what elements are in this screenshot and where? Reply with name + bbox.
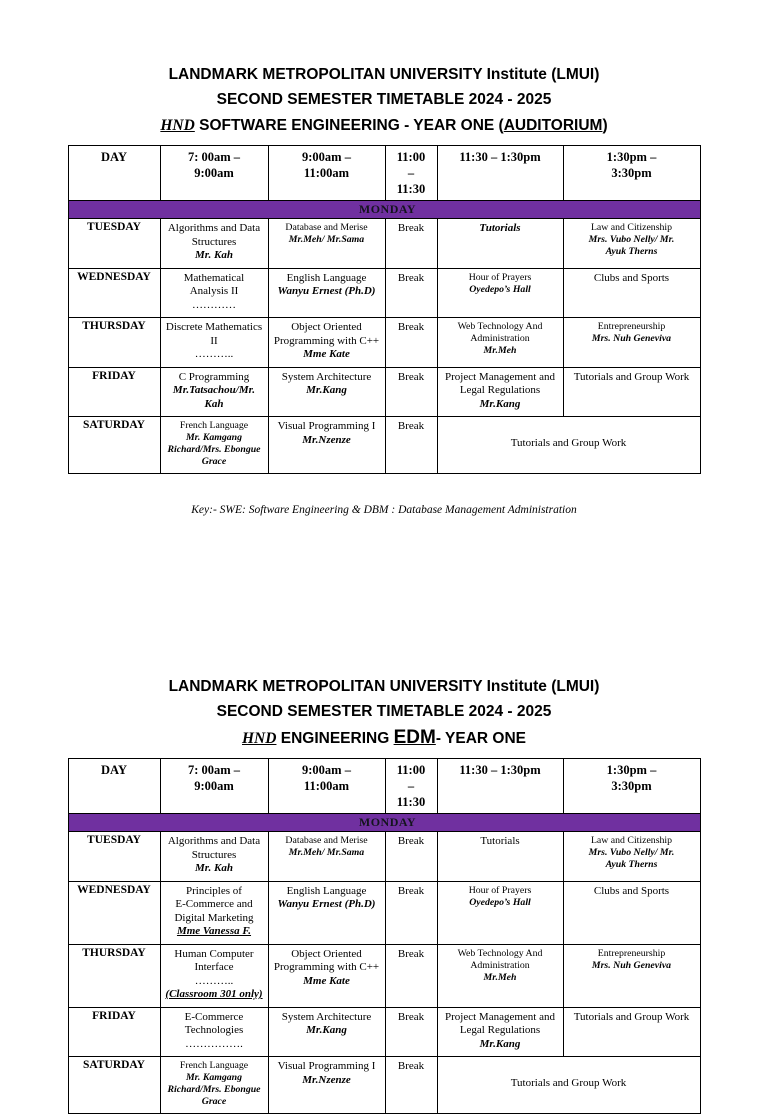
timetable-cell — [385, 832, 437, 882]
program-title-close: ) — [602, 117, 608, 134]
cell-text: English Language — [286, 271, 367, 284]
cell-text: ………… — [192, 298, 236, 311]
cell-text: Project Management and — [445, 1010, 555, 1023]
cell-text: Tutorials — [480, 835, 520, 847]
timetable-cell — [385, 367, 437, 417]
cell-text: Clubs and Sports — [593, 271, 670, 284]
timetable-cell — [385, 268, 437, 318]
cell-text: Digital Marketing — [174, 911, 254, 924]
program-title-text: SOFTWARE ENGINEERING - YEAR ONE ( — [194, 117, 504, 134]
day-label: SATURDAY — [68, 417, 160, 474]
timetable-cell — [437, 417, 700, 474]
university-title-2: LANDMARK METROPOLITAN UNIVERSITY Institute (LMUI) — [168, 678, 600, 695]
cell-text: Law and Citizenship — [590, 835, 673, 846]
day-label: WEDNESDAY — [68, 268, 160, 318]
cell-text: Algorithms and Data Structures — [167, 222, 261, 248]
cell-text: Mme Kate — [303, 974, 350, 987]
cell-text: Break — [397, 1060, 425, 1072]
auditorium-label: AUDITORIUM — [503, 117, 603, 134]
column-header: 11:00 – 11:30 — [385, 146, 437, 201]
timetable-cell — [563, 832, 700, 882]
cell-text: Tutorials and Group Work — [510, 1077, 627, 1090]
cell-text: Ayuk Therns — [605, 246, 658, 257]
timetable-cell — [268, 219, 385, 269]
timetable-cell — [385, 219, 437, 269]
cell-text: Break — [397, 835, 425, 847]
timetable-cell — [268, 318, 385, 368]
day-label: THURSDAY — [68, 944, 160, 1007]
cell-text: Entrepreneurship — [597, 947, 666, 959]
cell-text: Hour of Prayers — [468, 271, 532, 283]
cell-text: Algorithms and Data Structures — [167, 835, 261, 861]
cell-text: Mr.Meh — [483, 971, 517, 983]
cell-text: Wanyu Ernest (Ph.D) — [277, 285, 376, 297]
cell-text: Mr. Kamgang — [185, 432, 243, 443]
day-label: TUESDAY — [68, 832, 160, 882]
timetable-cell — [437, 944, 563, 1007]
cell-text: C Programming — [178, 370, 250, 383]
timetable-cell — [268, 268, 385, 318]
timetable-cell — [268, 1057, 385, 1114]
timetable-cell — [437, 832, 563, 882]
cell-text: Law and Citizenship — [590, 222, 673, 233]
timetable-cell — [563, 367, 700, 417]
day-label: SATURDAY — [68, 1057, 160, 1114]
timetable-cell — [160, 417, 268, 474]
cell-text: Break — [397, 271, 425, 284]
cell-text: Mr.Meh/ Mr.Sama — [288, 847, 365, 858]
cell-text: Break — [397, 884, 425, 897]
program-title-text-2: ENGINEERING — [276, 730, 394, 747]
day-row-thursday — [68, 944, 700, 1007]
cell-text: Mr.Nzenze — [302, 1073, 351, 1086]
column-header: 11:00 – 11:30 — [385, 759, 437, 814]
cell-text: E-Commerce — [184, 1010, 244, 1023]
timetable-cell — [563, 219, 700, 269]
cell-text: Legal Regulations — [459, 1024, 541, 1036]
timetable-cell — [268, 944, 385, 1007]
header-row — [68, 759, 700, 814]
cell-text: Break — [397, 1010, 425, 1023]
cell-text: Principles of — [186, 884, 242, 897]
cell-text: Discrete Mathematics II — [165, 321, 263, 347]
hnd-label: HND — [160, 117, 195, 134]
day-label: WEDNESDAY — [68, 881, 160, 944]
cell-text: ……………. — [185, 1037, 243, 1050]
timetable-cell — [160, 944, 268, 1007]
cell-text: Ayuk Therns — [605, 859, 658, 870]
cell-text: Tutorials and Group Work — [573, 370, 690, 383]
cell-text: Mr.Tatsachou/Mr. — [172, 384, 256, 396]
cell-text: Richard/Mrs. Ebongue — [167, 1084, 261, 1095]
cell-text: System Architecture — [281, 370, 372, 383]
header-row — [68, 146, 700, 201]
cell-text: Project Management and Legal Regulations — [445, 370, 555, 396]
cell-text: ……….. — [194, 348, 234, 360]
timetable-edm — [68, 758, 701, 1114]
day-row-friday — [68, 367, 700, 417]
timetable-cell — [385, 944, 437, 1007]
cell-text: Tutorials — [479, 222, 521, 234]
cell-text: Web Technology And Administration — [457, 321, 543, 344]
timetable-cell — [385, 881, 437, 944]
cell-text: Mrs. Nuh Geneviva — [591, 959, 672, 971]
column-header: 7: 00am – 9:00am — [160, 146, 268, 201]
timetable-cell — [385, 318, 437, 368]
column-header: 11:30 – 1:30pm — [437, 759, 563, 814]
cell-text: Interface — [194, 961, 234, 973]
day-label: FRIDAY — [68, 1007, 160, 1057]
cell-text: Mrs. Vubo Nelly/ Mr. — [588, 234, 675, 245]
cell-text: Break — [397, 321, 425, 333]
timetable-cell — [268, 367, 385, 417]
column-header: DAY — [68, 759, 160, 814]
timetable-cell — [160, 881, 268, 944]
cell-text: Oyedepo’s Hall — [469, 896, 531, 908]
cell-text: Break — [397, 370, 425, 383]
cell-text: Mr. Kah — [195, 249, 233, 261]
cell-text: Mr.Kang — [479, 397, 521, 410]
timetable-cell — [563, 318, 700, 368]
cell-text: Mme Vanessa F. — [176, 925, 252, 937]
timetable-cell — [160, 268, 268, 318]
cell-text: Mr.Kang — [479, 1037, 521, 1050]
cell-text: Database and Merise — [285, 835, 368, 846]
cell-text: Mr.Meh/ Mr.Sama — [288, 234, 365, 245]
timetable-cell — [563, 944, 700, 1007]
cell-text: Tutorials and Group Work — [510, 437, 627, 450]
timetable-cell — [437, 318, 563, 368]
day-label: THURSDAY — [68, 318, 160, 368]
cell-text: Grace — [201, 456, 227, 467]
column-header: 9:00am – 11:00am — [268, 759, 385, 814]
timetable-cell — [160, 219, 268, 269]
timetable-cell — [563, 881, 700, 944]
cell-text: Mr.Kang — [306, 384, 347, 396]
cell-text: Wanyu Ernest (Ph.D) — [277, 898, 376, 910]
day-row-tuesday — [68, 832, 700, 882]
column-header: 1:30pm – 3:30pm — [563, 759, 700, 814]
column-header: 9:00am – 11:00am — [268, 146, 385, 201]
semester-title-2: SECOND SEMESTER TIMETABLE 2024 - 2025 — [216, 703, 552, 720]
timetable-cell — [160, 367, 268, 417]
timetable-cell — [385, 1007, 437, 1057]
cell-text: Richard/Mrs. Ebongue — [167, 444, 261, 455]
day-row-thursday — [68, 318, 700, 368]
cell-text: Break — [397, 420, 425, 432]
timetable-section-swe — [0, 0, 768, 516]
day-row-wednesday — [68, 268, 700, 318]
day-label: FRIDAY — [68, 367, 160, 417]
timetable-cell — [268, 832, 385, 882]
cell-text: Oyedepo’s Hall — [469, 283, 531, 295]
cell-text: Mathematical Analysis II — [183, 271, 245, 297]
timetable-cell — [160, 1007, 268, 1057]
cell-text: Tutorials and Group Work — [573, 1010, 690, 1023]
semester-title: SECOND SEMESTER TIMETABLE 2024 - 2025 — [216, 91, 552, 108]
key-note: Key:- SWE: Software Engineering & DBM : Database Management Administration — [191, 504, 577, 516]
timetable-cell — [160, 832, 268, 882]
cell-text: Mrs. Nuh Geneviva — [591, 333, 672, 344]
timetable-cell — [268, 417, 385, 474]
cell-text: Database and Merise — [285, 222, 368, 233]
timetable-cell — [385, 1057, 437, 1114]
column-header: 11:30 – 1:30pm — [437, 146, 563, 201]
timetable-section-edm — [0, 674, 768, 1114]
day-row-saturday — [68, 1057, 700, 1114]
program-title-edm — [0, 726, 768, 751]
program-title-swe — [0, 114, 768, 138]
cell-text: French Language — [179, 420, 249, 431]
timetable-cell — [563, 268, 700, 318]
timetable-cell — [437, 1007, 563, 1057]
timetable-cell — [160, 318, 268, 368]
program-title-close-2: - YEAR ONE — [435, 730, 526, 747]
monday-row — [68, 201, 700, 219]
cell-text: Mr.Kang — [306, 1024, 347, 1036]
cell-text: Human Computer — [174, 947, 254, 960]
cell-text: System Architecture — [281, 1010, 372, 1023]
monday-row-label: MONDAY — [68, 201, 700, 219]
day-row-tuesday — [68, 219, 700, 269]
column-header: DAY — [68, 146, 160, 201]
cell-text: Mr. Kah — [195, 862, 233, 874]
cell-text: English Language — [286, 884, 367, 897]
column-header: 7: 00am – 9:00am — [160, 759, 268, 814]
day-row-wednesday — [68, 881, 700, 944]
timetable-cell — [385, 417, 437, 474]
cell-text: Hour of Prayers — [468, 884, 532, 896]
edm-label: EDM — [393, 727, 436, 748]
timetable-cell — [437, 219, 563, 269]
monday-row — [68, 814, 700, 832]
cell-text: Kah — [204, 397, 224, 410]
cell-text: ……….. — [194, 974, 234, 987]
cell-text: (Classroom 301 only) — [165, 988, 263, 1000]
hnd-label-2: HND — [242, 730, 277, 747]
timetable-cell — [563, 1007, 700, 1057]
timetable-swe — [68, 145, 701, 474]
cell-text: Visual Programming I — [277, 1060, 376, 1072]
cell-text: Object Oriented Programming with C++ — [273, 321, 380, 347]
cell-text: Mrs. Vubo Nelly/ Mr. — [588, 847, 675, 858]
timetable-cell — [437, 881, 563, 944]
column-header: 1:30pm – 3:30pm — [563, 146, 700, 201]
cell-text: Mr.Meh — [483, 345, 517, 356]
cell-text: Mme Kate — [303, 348, 350, 360]
cell-text: Grace — [201, 1096, 227, 1107]
timetable-cell — [160, 1057, 268, 1114]
cell-text: Visual Programming I — [277, 420, 376, 432]
cell-text: Clubs and Sports — [593, 884, 670, 897]
timetable-cell — [268, 881, 385, 944]
day-row-saturday — [68, 417, 700, 474]
timetable-cell — [437, 1057, 700, 1114]
cell-text: Technologies — [184, 1024, 244, 1036]
timetable-cell — [437, 367, 563, 417]
cell-text: Web Technology And Administration — [457, 947, 543, 971]
day-label: TUESDAY — [68, 219, 160, 269]
cell-text: French Language — [179, 1060, 249, 1071]
university-title: LANDMARK METROPOLITAN UNIVERSITY Institute (LMUI) — [168, 66, 600, 83]
cell-text: Break — [397, 947, 425, 960]
cell-text: Entrepreneurship — [597, 321, 666, 332]
timetable-cell — [268, 1007, 385, 1057]
cell-text: Mr. Kamgang — [185, 1072, 243, 1083]
monday-row-label: MONDAY — [68, 814, 700, 832]
cell-text: Mr.Nzenze — [302, 433, 351, 446]
timetable-cell — [437, 268, 563, 318]
cell-text: Break — [397, 222, 425, 234]
cell-text: E-Commerce and — [175, 898, 253, 910]
cell-text: Object Oriented Programming with C++ — [273, 947, 380, 973]
day-row-friday — [68, 1007, 700, 1057]
